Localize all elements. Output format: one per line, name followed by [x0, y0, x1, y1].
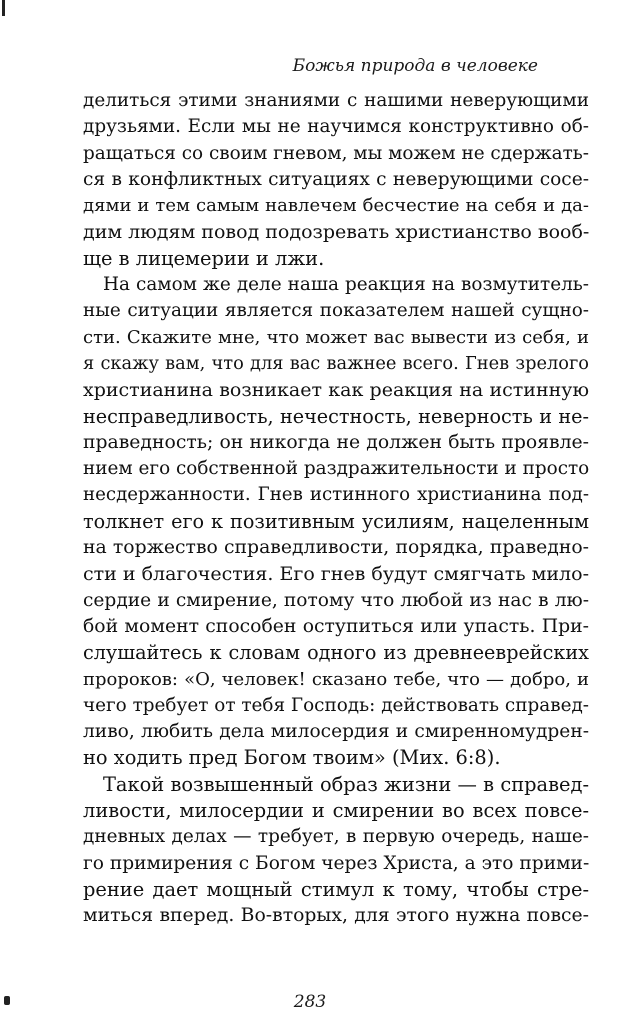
text-line: несправедливость, нечестность, неверность и не- [83, 404, 589, 428]
text-line: сердие и смирение, потому что любой из нас в лю- [83, 589, 589, 611]
page-number: 283 [293, 992, 327, 1012]
text-line: ще в лицемерии и лжи. [83, 246, 325, 270]
text-line: толкнет его к позитивным усилиям, нацеленным [83, 509, 589, 533]
text-line: го примирения с Богом через Христа, а это прими- [83, 852, 590, 874]
text-line: чего требует от тебя Господь: действовать справед- [83, 694, 589, 716]
text-line: друзьями. Если мы не научимся конструктивно об- [83, 116, 589, 138]
text-line: ся в конфликтных ситуациях с неверующими сосе- [83, 168, 589, 190]
text-line: ращаться со своим гневом, мы можем не сдержать- [83, 142, 589, 164]
paragraph-1 [83, 88, 589, 272]
running-head: Божья природа в человеке [292, 56, 538, 76]
text-line: нием его собственной раздражительности и просто [83, 458, 590, 480]
text-line: несдержанности. Гнев истинного христианина под- [83, 484, 589, 506]
paragraph-3 [83, 772, 589, 930]
scan-mark-top [2, 0, 5, 16]
text-line: дями и тем самым навлечем бесчестие на себя и да- [83, 195, 589, 217]
scan-mark-bottom [4, 996, 10, 1005]
text-line: Такой возвышенный образ жизни — в справед- [103, 772, 589, 796]
body-text [83, 88, 589, 930]
text-line: рение дает мощный стимул к тому, чтобы стре- [83, 877, 589, 901]
text-line: на торжество справедливости, порядка, праведно- [83, 537, 589, 559]
text-line: бой момент способен оступиться или упасть. При- [83, 615, 589, 637]
text-line: ливо, любить дела милосердия и смиренномудрен- [83, 721, 589, 743]
text-line: но ходить пред Богом твоим» (Мих. 6:8). [83, 746, 501, 770]
text-line: сти и благочестия. Его гнев будут смягчать мило- [83, 563, 589, 586]
text-line: делиться этими знаниями с нашими неверующими [83, 90, 589, 111]
text-line: христианина возникает как реакция на истинную [83, 379, 589, 402]
text-line: я скажу вам, что для вас важнее всего. Гнев зрелого [83, 352, 589, 374]
text-line: дим людям повод подозревать христианство вооб- [83, 221, 590, 244]
text-line: ливости, милосердии и смирении во всех повсе- [83, 799, 589, 823]
text-line: пророков: «О, человек! сказано тебе, что — добро, и [83, 668, 589, 690]
text-line: слушайтесь к словам одного из древнееврейских [83, 641, 589, 665]
text-line: праведность; он никогда не должен быть проявле- [83, 431, 589, 453]
text-line: дневных делах — требует, в первую очередь, наше- [83, 826, 589, 848]
text-line: сти. Скажите мне, что может вас вывести из себя, и [83, 326, 589, 348]
text-line: ные ситуации является показателем нашей сущно- [83, 300, 589, 322]
paragraph-2 [83, 272, 589, 772]
text-line: На самом же деле наша реакция на возмутитель- [103, 274, 589, 296]
text-line: миться вперед. Во-вторых, для этого нужна повсе- [83, 905, 589, 927]
